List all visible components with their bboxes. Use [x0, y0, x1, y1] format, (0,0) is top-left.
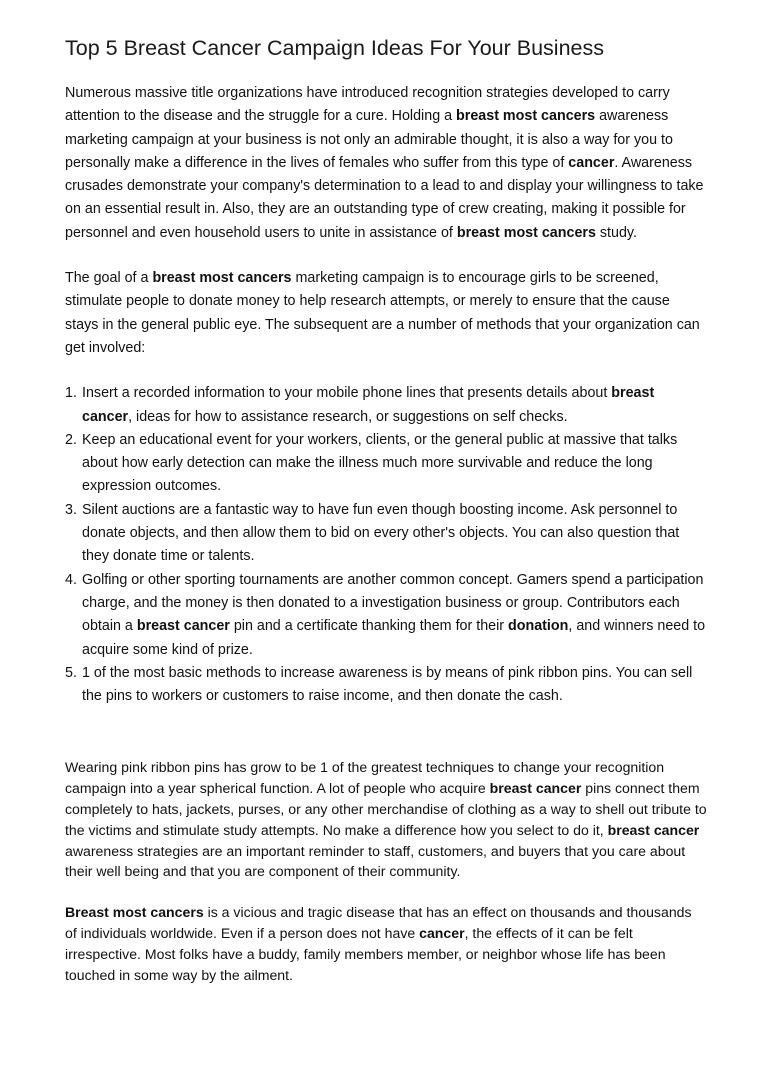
bold-keyword: Breast most cancers [65, 904, 204, 921]
document-page [65, 34, 707, 985]
paragraph-pink-ribbon [65, 757, 707, 882]
list-item-text [82, 385, 654, 424]
bold-keyword: breast most cancers [152, 270, 292, 287]
text-run: , and winners need to acquire some kind of prize. [82, 618, 706, 658]
list-item-number: 4. [65, 571, 77, 588]
text-run: pin and a certificate thanking them for their [229, 618, 509, 635]
text-run: 1 of the most basic methods to increase awareness is by means of pink ribbon pins. You can sell the pins to workers or customers to raise income, and then donate the cash. [82, 664, 693, 705]
text-run: Wearing pink ribbon pins has grow to be 1 of the greatest techniques to change your recognition campaign into a year spherical function. A lot of people who acquire [65, 759, 665, 797]
list-item-text [82, 665, 692, 704]
bold-keyword: breast most cancers [456, 224, 596, 241]
list-item-number: 5. [65, 664, 77, 681]
list-item-text [82, 502, 679, 565]
methods-list [65, 382, 707, 708]
text-run: Insert a recorded information to your mobile phone lines that presents details about [82, 385, 612, 402]
paragraph-goal [65, 267, 707, 360]
text-run: marketing campaign is to encourage girls to be screened, stimulate people to donate money to help research attempts, or merely to ensure that the cause stays in the general public eye. The subsequent are a number of methods that your organization can get involved: [65, 270, 700, 356]
bold-keyword: breast cancer [489, 780, 582, 797]
list-item [65, 429, 707, 499]
page-title: Top 5 Breast Cancer Campaign Ideas For Your Business [65, 36, 604, 60]
text-run: Keep an educational event for your workers, clients, or the general public at massive that talks about how early detection can make the illness much more survivable and reduce the long expression outcomes. [82, 431, 678, 495]
bold-keyword: breast cancer [136, 618, 230, 635]
list-item-text [82, 432, 677, 495]
text-run: awareness marketing campaign at your business is not only an admirable thought, it is also a way for you to personally make a difference in the lives of females who suffer from this type of [65, 108, 673, 171]
bold-keyword: cancer [568, 154, 615, 171]
text-run: is a vicious and tragic disease that has an effect on thousands and thousands of individuals worldwide. Even if a person does not have [65, 904, 692, 941]
list-item [65, 382, 707, 429]
bold-keyword: donation [508, 618, 569, 635]
list-item-number: 2. [65, 431, 77, 448]
list-item [65, 569, 707, 662]
bold-keyword: breast most cancers [456, 108, 596, 125]
list-item-number: 1. [65, 385, 77, 402]
text-run: . Awareness crusades demonstrate your company's determination to a lead to and display your willingness to take on an essential result in. Also, they are an outstanding type of crew creating, making it possible for personnel and even household users to unite in assistance of [65, 154, 704, 241]
text-run: awareness strategies are an important reminder to staff, customers, and buyers that you care about their well being and that you are component of their community. [65, 842, 686, 880]
text-run: pins connect them completely to hats, jackets, purses, or any other merchandise of clothing as a way to shell out tribute to the victims and stimulate study attempts. No make a difference how you select to do it, [65, 780, 707, 838]
list-item-number: 3. [65, 501, 77, 518]
bold-keyword: cancer [419, 925, 465, 941]
list-item-text [82, 572, 705, 658]
text-run: Golfing or other sporting tournaments are another common concept. Gamers spend a participation charge, and the money is then donated to a investigation business or group. Contributors each obtain a [82, 571, 704, 635]
paragraph-intro [65, 82, 707, 245]
bold-keyword: breast cancer [607, 821, 700, 838]
paragraph-closing [65, 902, 707, 985]
text-run: study. [595, 224, 637, 241]
text-run: , ideas for how to assistance research, or suggestions on self checks. [128, 408, 568, 425]
text-run: Silent auctions are a fantastic way to have fun even though boosting income. Ask personnel to donate objects, and then allow them to bid on every other's objects. You can also question that they donate time or talents. [82, 501, 680, 565]
list-item [65, 499, 707, 569]
text-run: Numerous massive title organizations have introduced recognition strategies developed to carry attention to the disease and the struggle for a cure. Holding a [65, 85, 670, 125]
text-run: The goal of a [65, 270, 153, 287]
bold-keyword: breast cancer [82, 385, 655, 425]
list-item [65, 662, 707, 709]
text-run: , the effects of it can be felt irrespective. Most folks have a buddy, family members member, or neighbor whose life has been touched in some way by the ailment. [65, 925, 666, 983]
